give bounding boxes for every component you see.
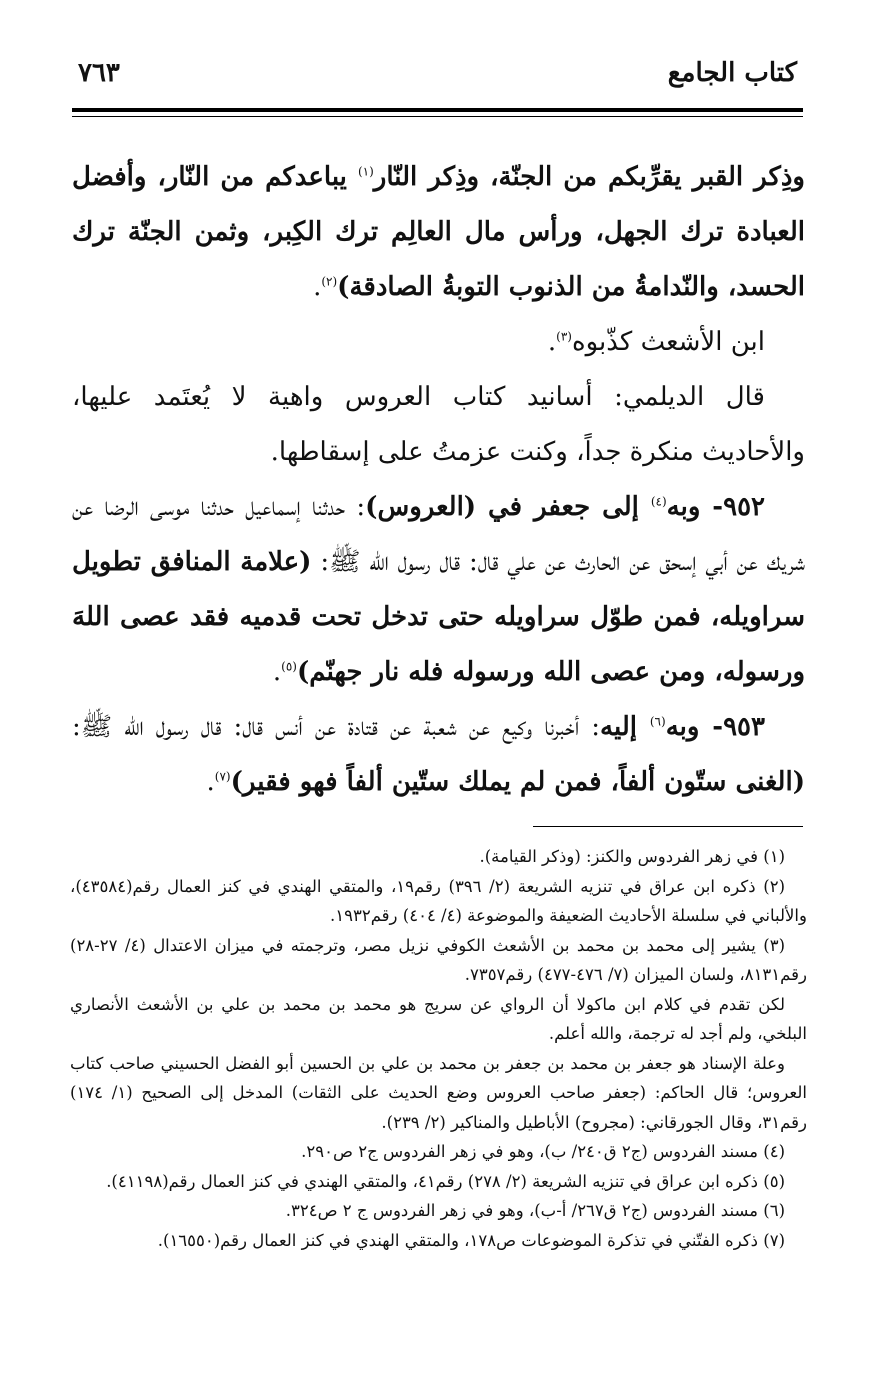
footnote-ref-3: (٣): [556, 329, 572, 344]
hadith-matn: (علامة المنافق تطويل سراويله، فمن طوّل سراويله حتى تدخل تحت قدميه فقد عصى اللهَ ورسوله، ومن عصى الله ورسوله فله نار جهنّم): [72, 547, 805, 687]
page-number: ٧٦٣: [78, 58, 120, 88]
footnote-4: (٤) مسند الفردوس (ج٢ ق٢٤٠/ ب)، وهو في زهر الفردوس ج٢ ص٢٩٠.: [301, 1142, 785, 1161]
paragraph-text: قال الديلمي: أسانيد كتاب العروس واهية لا يُعتَمد عليها، والأحاديث منكرة جداً، وكنت عزمتُ على إسقاطها.: [72, 382, 805, 467]
punctuation: .: [272, 657, 282, 687]
footnote-ref-5: (٥): [281, 659, 297, 674]
page-header: [78, 48, 797, 98]
paragraph-1: [72, 150, 805, 315]
footnote-ref-7: (٧): [214, 769, 231, 784]
paragraph-3: [72, 370, 805, 480]
paragraph-2: [72, 315, 805, 370]
footnote-ref-1: (١): [357, 164, 374, 179]
isnad-text: : حدثنا إسماعيل حدثنا موسى الرضا عن شريك عن أبي إسحق عن الحارث عن علي قال: قال رسول الله ﷺ:: [72, 492, 806, 577]
footnote-separator: [533, 826, 803, 827]
hadith-text-bold: يباعدكم من النّار، وأفضل العبادة ترك الجهل، ورأس مال العالِم ترك الكِبر، وثمن الجنّة ترك الحسد، والنّدامةُ من الذنوب التوبةُ الصادقة): [72, 162, 805, 302]
header-rule-thin: [72, 116, 803, 117]
footnote-3: (٣) يشير إلى محمد بن محمد بن الأشعث الكوفي نزيل مصر، وترجمته في ميزان الاعتدال (٤/ ٢٧-٢٨) رقم٨١٣١، ولسان الميزان (٧/ ٤٧٦-٤٧٧) رقم٧٣٥٧.: [70, 935, 807, 984]
footnote-ref-4: (٤): [650, 494, 667, 509]
isnad-text: : أخبرنا وكيع عن شعبة عن قتادة عن أنس قال: قال رسول الله ﷺ:: [72, 712, 601, 742]
footnote-2: (٢) ذكره ابن عراق في تنزيه الشريعة (٢/ ٣٩٦) رقم١٩، والمتقي الهندي في كنز العمال رقم(٤٣٥٨٤)، والألباني في سلسلة الأحاديث الضعيفة والموضوعة (٤/ ٤٠٤) رقم١٩٣٢.: [70, 876, 807, 925]
hadith-number: ٩٥٣- وبه: [665, 712, 765, 742]
footnote-ref-6: (٦): [649, 714, 666, 729]
hadith-952: [72, 480, 805, 700]
punctuation: .: [206, 767, 215, 797]
source-reference: إليه: [600, 712, 650, 742]
punctuation: .: [547, 327, 557, 357]
hadith-matn: (الغنى ستّون ألفاً، فمن لم يملك ستّين ألفاً فهو فقير): [230, 767, 805, 797]
footnote-1: (١) في زهر الفردوس والكنز: (وذكر القيامة).: [479, 847, 785, 866]
source-reference: إلى جعفر في (العروس): [365, 492, 651, 522]
footnote-3-continued: وعلة الإسناد هو جعفر بن محمد بن جعفر بن محمد بن علي بن الحسين أبو الفضل الحسيني صاحب كتاب العروس؛ قال الحاكم: (جعفر صاحب العروس وضع الحديث على الثقات) المدخل إلى الصحيح (١/ ١٧٤) رقم٣١، وقال الجورقاني: (مجروح) الأباطيل والمناكير (٢/ ٢٣٩).: [70, 1053, 807, 1132]
paragraph-text: ابن الأشعث كذّبوه: [571, 327, 765, 357]
footnote-7: (٧) ذكره الفتّني في تذكرة الموضوعات ص١٧٨، والمتقي الهندي في كنز العمال رقم(١٦٥٥٠).: [157, 1230, 785, 1250]
hadith-953: [72, 700, 805, 810]
footnote-ref-2: (٢): [321, 274, 338, 289]
hadith-text-bold: وذِكر القبر يقرِّبكم من الجنّة، وذِكر النّار: [373, 162, 805, 192]
header-rule-thick: [72, 108, 803, 112]
footnote-5: (٥) ذكره ابن عراق في تنزيه الشريعة (٢/ ٢٧٨) رقم٤١، والمتقي الهندي في كنز العمال رقم(٤١١٩٨).: [106, 1171, 785, 1191]
main-text: [72, 150, 805, 810]
footnote-3-continued: لكن تقدم في كلام ابن ماكولا أن الرواي عن سريج هو محمد بن محمد بن علي بن الأشعث الأنصاري البلخي، ولم أجد له ترجمة، والله أعلم.: [70, 994, 807, 1043]
running-title: كتاب الجامع: [667, 58, 797, 88]
footnotes: [70, 842, 807, 1255]
footnote-6: (٦) مسند الفردوس (ج٢ ق٢٦٧/ أ-ب)، وهو في زهر الفردوس ج ٢ ص٣٢٤.: [285, 1201, 785, 1220]
punctuation: .: [313, 272, 322, 302]
hadith-number: ٩٥٢- وبه: [666, 492, 766, 522]
